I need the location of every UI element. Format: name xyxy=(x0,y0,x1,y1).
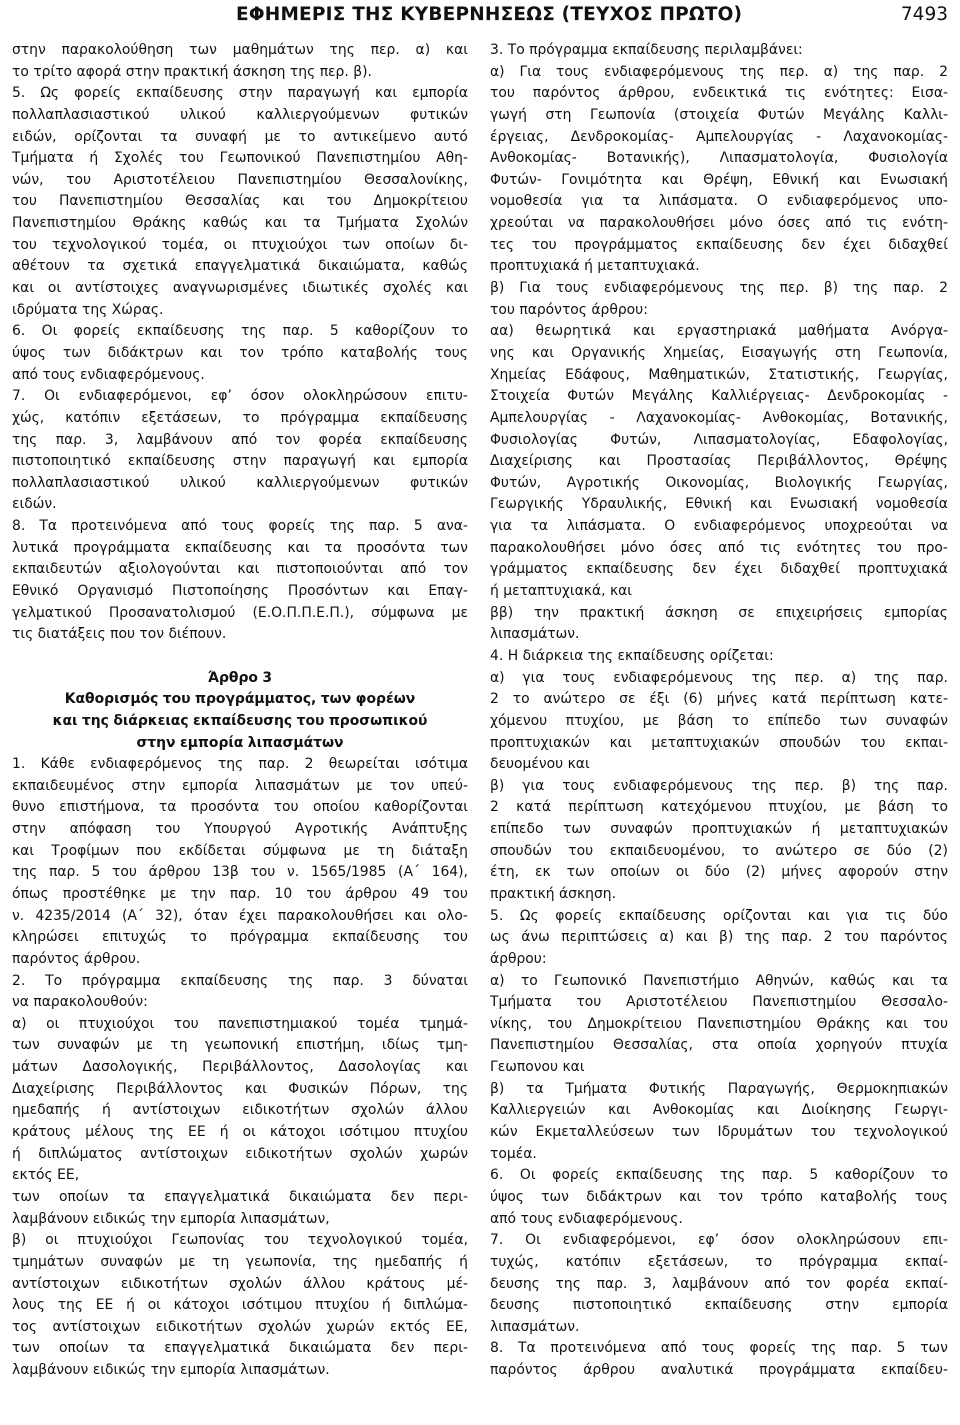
text-line: Φυτών- Γονιμότητα και Θρέψη, Εθνική και Ενωσιακή xyxy=(490,171,948,188)
text-line: έργειας, Δενδροκομίας- Αμπελουργίας - Λαχανοκομίας- xyxy=(490,128,948,145)
text-line: Εθνικό Οργανισμό Πιστοποίησης Προσόντων και Επαγ- xyxy=(12,583,468,600)
text-line: προπτυχιακών και μεταπτυχιακών σπουδών του εκπαι- xyxy=(490,734,948,751)
text-line: γωγή στη Γεωπονία (στοιχεία Φυτών Μεγάλης Καλλι- xyxy=(490,106,948,123)
text-line: ββ) την πρακτική άσκηση σε επιχειρήσεις εμπορίας xyxy=(490,604,948,621)
text-line: και Τροφίμων που εκδίδεται σύμφωνα με τη διάταξη xyxy=(12,842,468,859)
text-line: 2 κατά περίπτωση κατεχόμενου πτυχίου, με βάση το xyxy=(490,799,948,816)
text-line: αα) θεωρητικά και εργαστηριακά μαθήματα Ανόργα- xyxy=(490,323,948,340)
text-line: άρθρου: xyxy=(490,950,547,967)
text-line: αθέτουν τα σχετικά επαγγελματικά δικαιώματα, καθώς xyxy=(12,258,468,275)
text-line: α) Για τους ενδιαφερόμενους της περ. α) της παρ. 2 xyxy=(490,63,948,80)
text-line: εκπαιδευτών αξιολογούνται και πιστοποιούνται από τον xyxy=(12,561,468,578)
text-line: εκπαιδευμένος στην εμπορία λιπασμάτων με τον υπεύ- xyxy=(12,777,468,794)
text-line: γελματικού Προσανατολισμού (Ε.Ο.Π.Π.Ε.Π.), σύμφωνα με xyxy=(12,604,468,621)
text-line: το τρίτο αφορά στην πρακτική άσκηση της περ. β). xyxy=(12,63,372,80)
text-line: προπτυχιακά ή μεταπτυχιακά. xyxy=(490,258,700,275)
text-line: 2 το ανώτερο σε έξι (6) μήνες κατά περίπτωση κατε- xyxy=(490,691,948,708)
text-line: παρακολουθήσει μόνο όσες από τις ενότητες του προ- xyxy=(490,539,948,556)
text-line: α) οι πτυχιούχοι του πανεπιστημιακού τομέα τμημά- xyxy=(12,1015,468,1032)
text-line: Τμήματα ή Σχολές του Γεωπονικού Πανεπιστημίου Αθη- xyxy=(12,150,468,167)
text-line: από τους ενδιαφερόμενους. xyxy=(490,1210,683,1227)
text-line: 8. Τα προτεινόμενα από τους φορείς της παρ. 5 των xyxy=(490,1340,948,1357)
text-line: ειδών, ορίζονται τα συναφή με το αντικείμενο αυτό xyxy=(12,128,468,145)
article-heading-line: Καθορισμός του προγράμματος, των φορέων xyxy=(64,691,416,708)
text-line: Γεωργικής Υδραυλικής, Εθνική και Ενωσιακή νομοθεσία xyxy=(490,496,948,513)
text-line: Φυσιολογίας Φυτών, Λιπασματολογίας, Εδαφολογίας, xyxy=(490,431,948,448)
text-line: έτη, εκ των οποίων οι δύο (2) μήνες αφορούν στην xyxy=(490,864,948,881)
text-line: λους της ΕΕ ή οι κάτοχοι ισότιμου πτυχίου ή διπλώμα- xyxy=(12,1297,468,1314)
text-line: τες του προγράμματος εκπαίδευσης δεν έχει διδαχθεί xyxy=(490,236,948,253)
text-line: λαμβάνουν ειδικώς την εμπορία λιπασμάτων. xyxy=(12,1362,330,1379)
text-line: Φυτών, Αγροτικής Οικονομίας, Βιολογικής Γεωργίας, xyxy=(490,474,948,491)
text-line: 4. Η διάρκεια της εκπαίδευσης ορίζεται: xyxy=(490,647,774,664)
text-line: 7. Οι ενδιαφερόμενοι, εφ’ όσον ολοκληρώσουν επιτυ- xyxy=(12,388,468,405)
text-line: Καλλιεργειών και Ανθοκομίας και Διοίκησης Γεωργι- xyxy=(490,1102,948,1119)
text-line: δευσης πιστοποιητικό εκπαίδευσης στην εμπορία xyxy=(490,1297,948,1314)
text-line: 3. Το πρόγραμμα εκπαίδευσης περιλαμβάνει: xyxy=(490,42,803,58)
text-line: Πανεπιστημίου Θράκης καθώς και τα Τμήματα Σχολών xyxy=(12,215,468,232)
text-line: ή διπλώματος αντίστοιχων ειδικοτήτων σχολών χωρών xyxy=(12,1145,468,1162)
text-line: ιδρύματα της Χώρας. xyxy=(12,301,164,318)
text-line: και οι αντίστοιχες αναγνωρισμένες ιδιωτικές σχολές και xyxy=(12,280,468,297)
text-line: 2. Το πρόγραμμα εκπαίδευσης της παρ. 3 δύναται xyxy=(12,972,468,989)
text-line: 6. Οι φορείς εκπαίδευσης της παρ. 5 καθορίζουν το xyxy=(490,1167,948,1184)
text-line: λυτικά προγράμματα εκπαίδευσης και τα προσόντα των xyxy=(12,539,468,556)
left-text-column xyxy=(12,40,468,1382)
text-line: 6. Οι φορείς εκπαίδευσης της παρ. 5 καθορίζουν το xyxy=(12,323,468,340)
text-line: των συναφών με τη γεωπονική επιστήμη, ιδίως τμη- xyxy=(12,1037,468,1054)
text-line: χρεούται να παρακολουθήσει μόνο όσες από τις ενότη- xyxy=(490,215,948,232)
text-line: τος αντίστοιχων ειδικοτήτων σχολών χωρών εκτός ΕΕ, xyxy=(12,1318,468,1335)
text-line: για τα λιπάσματα. Ο ενδιαφερόμενος υποχρεούται να xyxy=(490,518,948,535)
text-line: αντίστοιχων ειδικοτήτων σχολών άλλου κράτους μέ- xyxy=(12,1275,468,1292)
text-line: πολλαπλασιαστικού υλικού καλλιεργούμενων φυτικών xyxy=(12,474,468,491)
text-line: Στοιχεία Φυτών Μεγάλης Καλλιέργειας- Δενδροκομίας - xyxy=(490,388,948,405)
page-number: 7493 xyxy=(900,4,948,25)
text-line: β) Για τους ενδιαφερόμενους της περ. β) της παρ. 2 xyxy=(490,280,948,297)
text-line: παρόντος άρθρου. xyxy=(12,950,141,967)
text-line: στην παρακολούθηση των μαθημάτων της περ. α) και xyxy=(12,42,468,58)
text-line: θυνο επιστήμονα, τα προσόντα του οποίου καθορίζονται xyxy=(12,799,468,816)
text-line: κών Εκμεταλλεύσεων των Ιδρυμάτων του τεχνολογικού xyxy=(490,1124,948,1141)
text-line: δευσης της παρ. 3, λαμβάνουν από τον φορέα εκπαί- xyxy=(490,1275,948,1292)
text-line: τομέα. xyxy=(490,1145,537,1162)
text-line: τμημάτων συναφών με τη γεωπονία, της ημεδαπής ή xyxy=(12,1253,468,1270)
text-line: κράτους μέλους της ΕΕ ή οι κάτοχοι ισότιμου πτυχίου xyxy=(12,1124,468,1141)
text-line: Τμήματα του Αριστοτέλειου Πανεπιστημίου Θεσσαλο- xyxy=(490,994,948,1011)
text-line: χόμενου πτυχίου, με βάση το επίπεδο των συναφών xyxy=(490,712,948,729)
article-heading-line: Άρθρο 3 xyxy=(207,669,273,686)
text-line: παρόντος άρθρου αναλυτικά προγράμματα εκπαίδευ- xyxy=(490,1362,948,1379)
text-line: ν. 4235/2014 (Α΄ 32), όταν έχει παρακολουθήσει και ολο- xyxy=(12,907,468,924)
text-line: χώς, κατόπιν εξετάσεων, το πρόγραμμα εκπαίδευσης xyxy=(12,409,468,426)
text-line: α) το Γεωπονικό Πανεπιστήμιο Αθηνών, καθώς και τα xyxy=(490,972,948,989)
text-line: Αμπελουργίας - Λαχανοκομίας- Ανθοκομίας, Βοτανικής, xyxy=(490,409,948,426)
text-line: των οποίων τα επαγγελματικά δικαιώματα δεν περι- xyxy=(12,1340,468,1357)
text-line: 5. Ως φορείς εκπαίδευσης ορίζονται και για τις δύο xyxy=(490,907,948,924)
text-line: σπουδών του εκπαιδευομένου, το ανώτερο σε δύο (2) xyxy=(490,842,948,859)
text-line: νης και Οργανικής Χημείας, Εισαγωγής στη Γεωπονία, xyxy=(490,344,948,361)
page-header xyxy=(0,0,960,34)
text-line: του παρόντος άρθρου, ενδεικτικά τις ενότητες: Εισα- xyxy=(490,85,948,102)
text-line: ή μεταπτυχιακά, και xyxy=(490,583,633,600)
text-line: 5. Ως φορείς εκπαίδευσης στην παραγωγή και εμπορία xyxy=(12,85,468,102)
text-line: δευομένου και xyxy=(490,756,590,773)
text-line: εκτός ΕΕ, xyxy=(12,1167,80,1184)
text-line: τυχώς, κατόπιν εξετάσεων, το πρόγραμμα εκπαί- xyxy=(490,1253,948,1270)
text-line: 8. Τα προτεινόμενα από τους φορείς της παρ. 5 ανα- xyxy=(12,518,468,535)
text-line: Γεωπονου και xyxy=(490,1059,585,1076)
text-line: του Πανεπιστημίου Θεσσαλίας και του Δημοκρίτειου xyxy=(12,193,468,210)
text-line: β) για τους ενδιαφερόμενους της περ. β) της παρ. xyxy=(490,777,948,794)
text-line: από τους ενδιαφερόμενους. xyxy=(12,366,205,383)
text-line: νών, του Αριστοτέλειου Πανεπιστημίου Θεσσαλονίκης, xyxy=(12,171,468,188)
text-line: 7. Οι ενδιαφερόμενοι, εφ’ όσον ολοκληρώσουν επι- xyxy=(490,1232,948,1249)
text-line: 1. Κάθε ενδιαφερόμενος της παρ. 2 θεωρείται ισότιμα xyxy=(12,756,468,773)
text-line: νομοθεσία για τα λιπάσματα. Ο ενδιαφερόμενος υπο- xyxy=(490,193,948,210)
text-line: να παρακολουθούν: xyxy=(12,994,148,1011)
text-line: όπως προστέθηκε με την παρ. 10 του άρθρου 49 του xyxy=(12,885,468,902)
text-line: ύψος των διδάκτρων και τον τρόπο καταβολής τους xyxy=(490,1188,948,1205)
article-heading-line: και της διάρκειας εκπαίδευσης του προσωπικού xyxy=(52,712,428,729)
text-line: β) οι πτυχιούχοι Γεωπονίας του τεχνολογικού τομέα, xyxy=(12,1232,468,1249)
right-text-column xyxy=(490,40,948,1382)
text-line: μάτων Δασολογικής, Περιβάλλοντος, Δασολογίας και xyxy=(12,1059,468,1076)
text-line: πολλαπλασιαστικού υλικού καλλιεργούμενων φυτικών xyxy=(12,106,468,123)
text-line: Πανεπιστημίου Θεσσαλίας, στα οποία χορηγούν πτυχία xyxy=(490,1037,948,1054)
article-heading-line: στην εμπορία λιπασμάτων xyxy=(136,734,344,751)
text-line: πρακτική άσκηση. xyxy=(490,885,616,902)
text-line: στην απόφαση του Υπουργού Αγροτικής Ανάπτυξης xyxy=(12,821,468,838)
text-line: νίκης, του Δημοκρίτειου Πανεπιστημίου Θράκης και του xyxy=(490,1015,948,1032)
text-line: Χημείας Εδάφους, Μαθηματικών, Στατιστικής, Γεωργίας, xyxy=(490,366,948,383)
gazette-title: ΕΦΗΜΕΡΙΣ ΤΗΣ ΚΥΒΕΡΝΗΣΕΩΣ (ΤΕΥΧΟΣ ΠΡΩΤΟ) xyxy=(236,4,743,25)
text-line: της παρ. 3, λαμβάνουν από τον φορέα εκπαίδευσης xyxy=(12,431,468,448)
text-line: γράμματος εκπαίδευσης δεν έχει διδαχθεί προπτυχιακά xyxy=(490,561,948,578)
text-line: Διαχείρισης Περιβάλλοντος και Φυσικών Πόρων, της xyxy=(12,1080,468,1097)
text-line: του παρόντος άρθρου: xyxy=(490,301,648,318)
text-line: της παρ. 5 του άρθρου 13β του ν. 1565/1985 (Α΄ 164), xyxy=(12,864,468,881)
text-line: του τεχνολογικού τομέα, οι πτυχιούχοι των οποίων δι- xyxy=(12,236,468,253)
text-line: κληρώσει επιτυχώς το πρόγραμμα εκπαίδευσης του xyxy=(12,929,468,946)
text-line: Διαχείρισης και Προστασίας Περιβάλλοντος, Θρέψης xyxy=(490,453,948,470)
text-line: ειδών. xyxy=(12,496,57,513)
text-line: πιστοποιητικό εκπαίδευσης στην παραγωγή και εμπορία xyxy=(12,453,468,470)
text-line: Ανθοκομίας- Βοτανικής), Λιπασματολογία, Φυσιολογία xyxy=(490,150,948,167)
text-line: ημεδαπής ή αντίστοιχων ειδικοτήτων σχολών άλλου xyxy=(12,1102,468,1119)
text-line: λιπασμάτων. xyxy=(490,626,580,643)
text-line: τις διατάξεις που τον διέπουν. xyxy=(12,626,227,643)
text-line: ύψος των διδάκτρων και τον τρόπο καταβολής τους xyxy=(12,344,468,361)
text-line: α) για τους ενδιαφερόμενους της περ. α) της παρ. xyxy=(490,669,948,686)
text-line: των οποίων τα επαγγελματικά δικαιώματα δεν περι- xyxy=(12,1188,468,1205)
text-line: λιπασμάτων. xyxy=(490,1318,580,1335)
text-line: β) τα Τμήματα Φυτικής Παραγωγής, Θερμοκηπιακών xyxy=(490,1080,948,1097)
text-line: ως άνω περιπτώσεις α) και β) της παρ. 2 του παρόντος xyxy=(490,929,948,946)
text-line: λαμβάνουν ειδικώς την εμπορία λιπασμάτων, xyxy=(12,1210,330,1227)
text-line: επίπεδο των συναφών προπτυχιακών ή μεταπτυχιακών xyxy=(490,821,948,838)
text-line xyxy=(12,646,468,668)
